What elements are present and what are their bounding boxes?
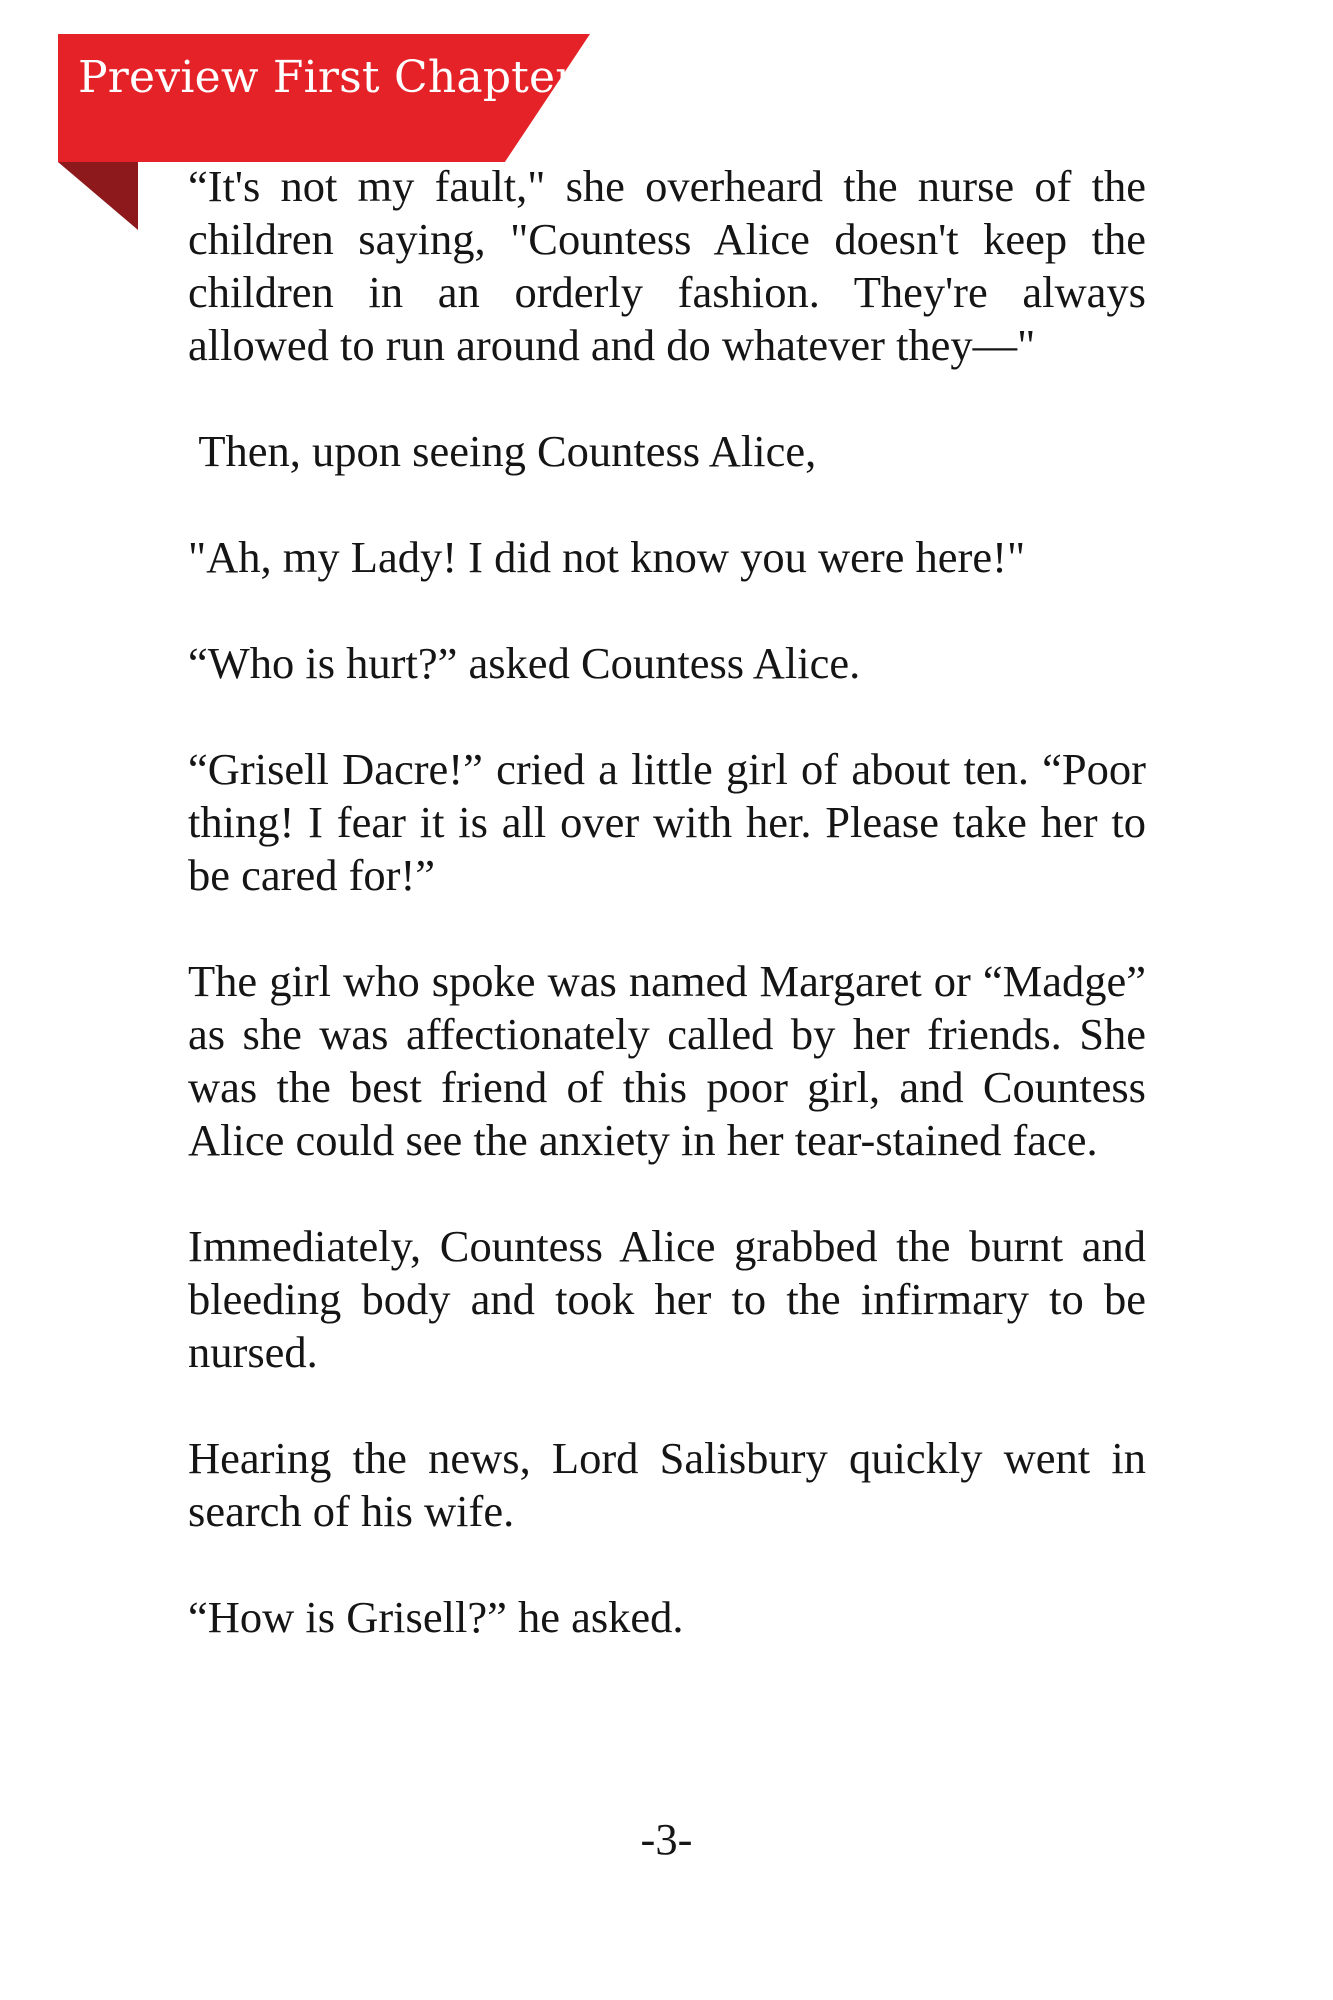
paragraph: The girl who spoke was named Margaret or “Madge” as she was affectionately called by her friends. She was the best friend of this poor girl, and Countess Alice could see the anxiety in her tear-stained face.: [188, 956, 1146, 1165]
paragraph: Hearing the news, Lord Salisbury quickly went in search of his wife.: [188, 1433, 1146, 1536]
paragraph: “How is Grisell?” he asked.: [188, 1592, 684, 1642]
page-number: -3-: [640, 1814, 693, 1864]
paragraph: Immediately, Countess Alice grabbed the burnt and bleeding body and took her to the infirmary to be nursed.: [188, 1221, 1146, 1377]
chapter-text: [188, 160, 1146, 1697]
banner-fold-decoration: [58, 162, 138, 230]
paragraph: "Ah, my Lady! I did not know you were here!": [188, 532, 1026, 582]
paragraph: “It's not my fault," she overheard the nurse of the children saying, "Countess Alice doesn't keep the children in an orderly fashion. They're always allowed to run around and do whatever they—": [188, 161, 1146, 370]
paragraph: Then, upon seeing Countess Alice,: [188, 426, 817, 476]
preview-banner-label: Preview First Chapter: [78, 52, 577, 103]
paragraph: “Grisell Dacre!” cried a little girl of about ten. “Poor thing! I fear it is all over with her. Please take her to be cared for!”: [188, 744, 1146, 900]
paragraph: “Who is hurt?” asked Countess Alice.: [188, 638, 861, 688]
